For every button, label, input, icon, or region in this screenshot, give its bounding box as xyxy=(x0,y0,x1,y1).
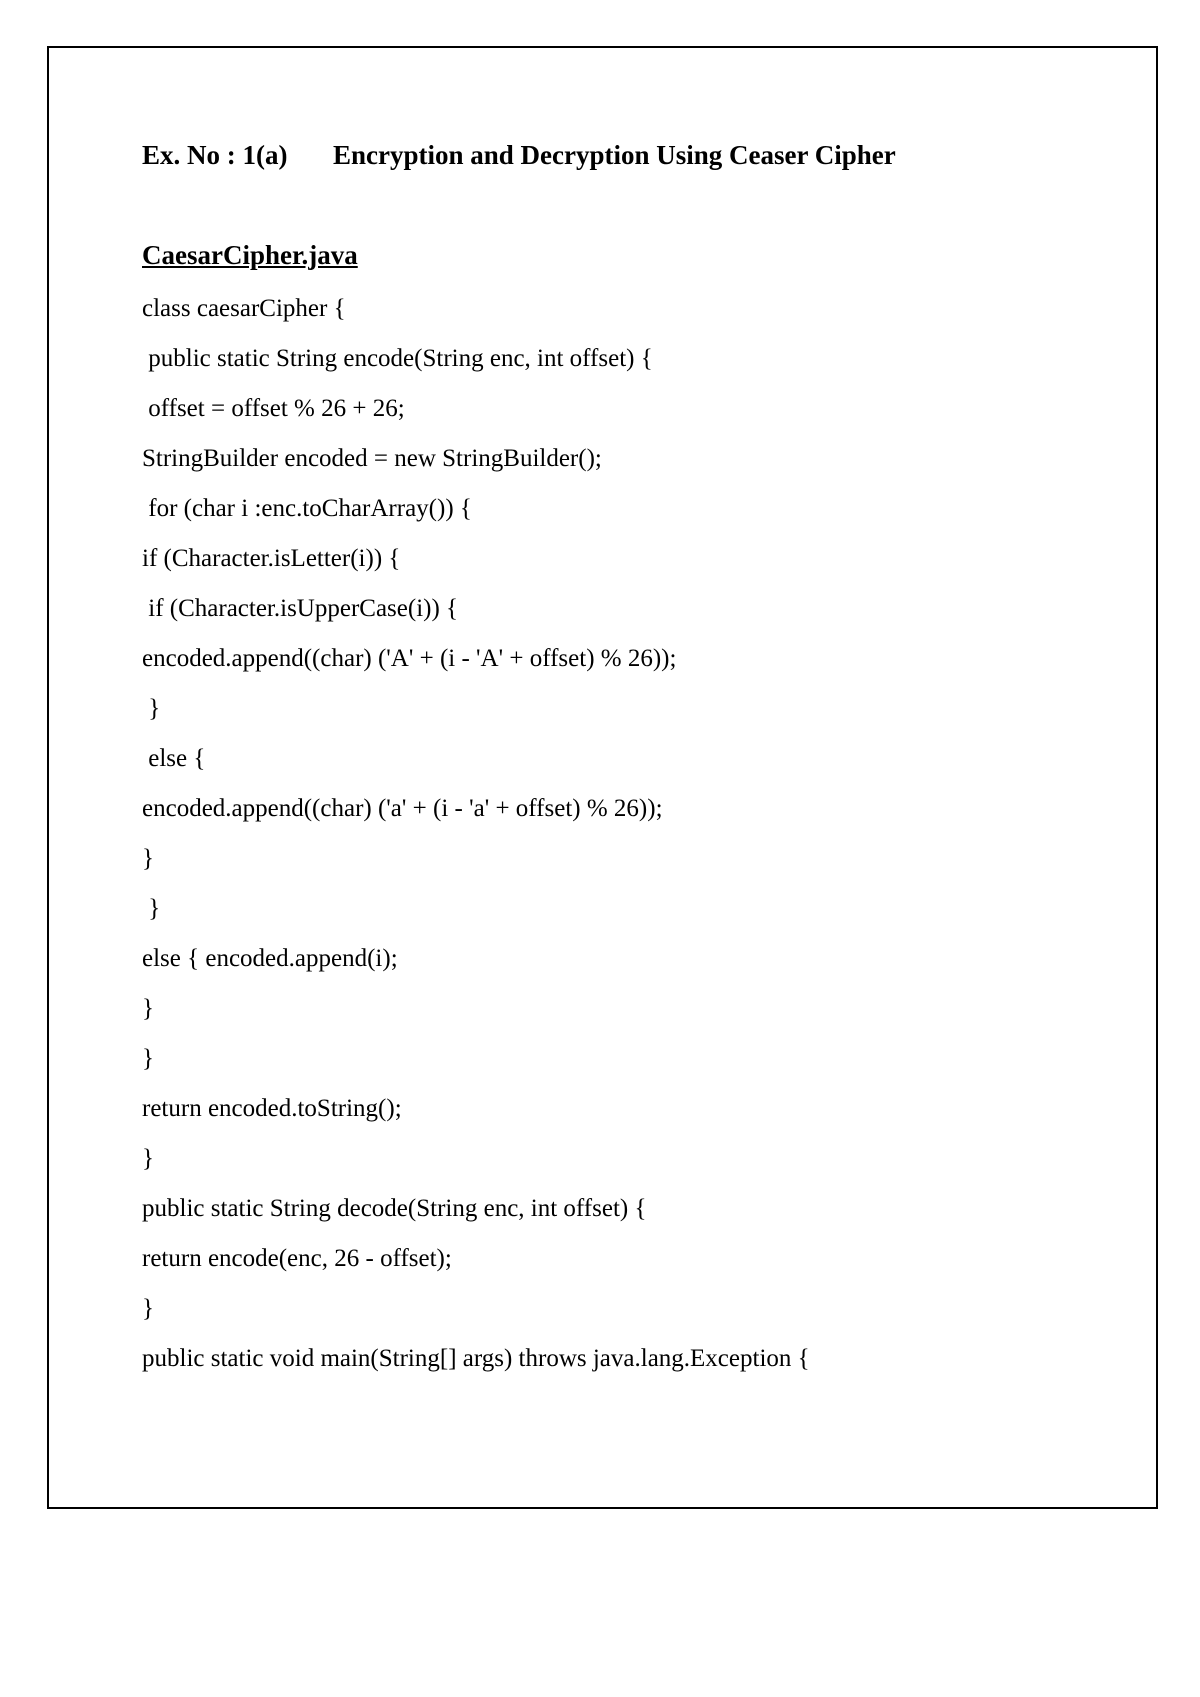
exercise-heading xyxy=(142,140,896,171)
code-line: } xyxy=(142,1295,154,1322)
exercise-title: Encryption and Decryption Using Ceaser Cipher xyxy=(333,140,896,170)
code-line: } xyxy=(142,995,154,1022)
file-name-heading: CaesarCipher.java xyxy=(142,240,358,270)
code-line: StringBuilder encoded = new StringBuilder(); xyxy=(142,445,602,472)
code-listing xyxy=(142,290,810,1390)
code-line: for (char i :enc.toCharArray()) { xyxy=(142,495,472,522)
code-line: public static void main(String[] args) throws java.lang.Exception { xyxy=(142,1345,810,1372)
code-line: if (Character.isLetter(i)) { xyxy=(142,545,401,572)
code-line: encoded.append((char) ('a' + (i - 'a' + offset) % 26)); xyxy=(142,795,663,822)
code-line: public static String decode(String enc, int offset) { xyxy=(142,1195,647,1222)
code-line: offset = offset % 26 + 26; xyxy=(142,395,405,422)
code-line: else { encoded.append(i); xyxy=(142,945,398,972)
code-line: return encoded.toString(); xyxy=(142,1095,402,1122)
code-line: public static String encode(String enc, int offset) { xyxy=(142,345,653,372)
code-line: } xyxy=(142,1045,154,1072)
exercise-number: Ex. No : 1(a) xyxy=(142,140,288,170)
code-line: encoded.append((char) ('A' + (i - 'A' + offset) % 26)); xyxy=(142,645,677,672)
code-line: return encode(enc, 26 - offset); xyxy=(142,1245,452,1272)
code-line: } xyxy=(142,695,161,722)
code-line: if (Character.isUpperCase(i)) { xyxy=(142,595,459,622)
code-line: } xyxy=(142,845,154,872)
code-line: else { xyxy=(142,745,206,772)
code-line: } xyxy=(142,895,161,922)
code-line: } xyxy=(142,1145,154,1172)
code-line: class caesarCipher { xyxy=(142,295,346,322)
